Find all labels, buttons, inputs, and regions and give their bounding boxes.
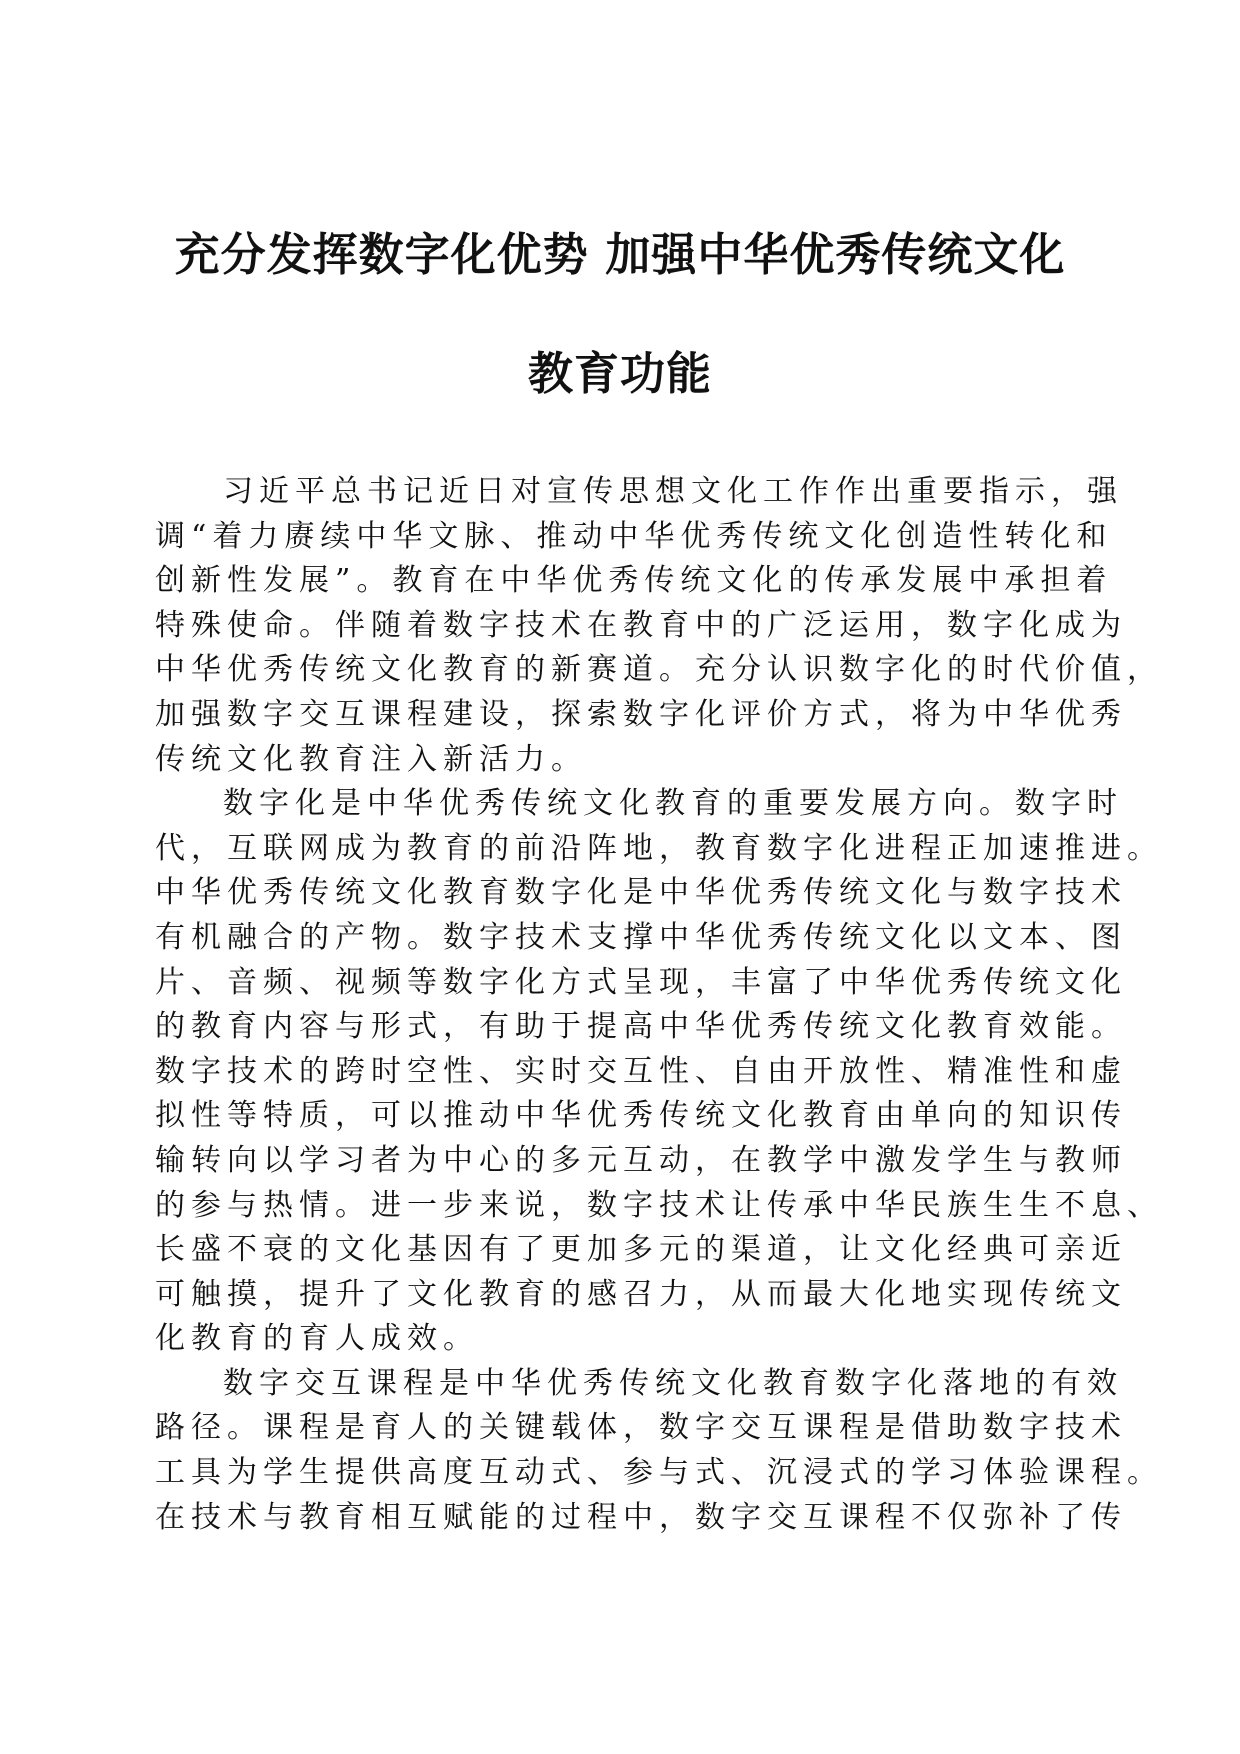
text-line: 传统文化教育注入新活力。 [155,741,587,777]
text-line: 的教育内容与形式，有助于提高中华优秀传统文化教育效能。 [155,1009,1127,1045]
text-line: 创新性发展”。教育在中华优秀传统文化的传承发展中承担着 [155,563,1113,599]
paragraph-2 [155,782,1163,1362]
paragraph-1 [155,470,1163,782]
document-title-line-2: 教育功能 [527,347,712,400]
text-line: 代，互联网成为教育的前沿阵地，教育数字化进程正加速推进。 [155,830,1163,866]
text-line: 路径。课程是育人的关键载体，数字交互课程是借助数字技术 [155,1410,1127,1446]
text-line: 拟性等特质，可以推动中华优秀传统文化教育由单向的知识传 [155,1098,1127,1134]
text-line: 输转向以学习者为中心的多元互动，在教学中激发学生与教师 [155,1142,1127,1178]
text-line: 特殊使命。伴随着数字技术在教育中的广泛运用，数字化成为 [155,607,1127,643]
text-line: 数字化是中华优秀传统文化教育的重要发展方向。数字时 [223,786,1123,822]
text-line: 习近平总书记近日对宣传思想文化工作作出重要指示，强 [223,474,1123,509]
text-line: 有机融合的产物。数字技术支撑中华优秀传统文化以文本、图 [155,919,1127,955]
text-line: 化教育的育人成效。 [155,1321,479,1357]
text-line: 中华优秀传统文化教育数字化是中华优秀传统文化与数字技术 [155,875,1127,911]
text-line: 长盛不衰的文化基因有了更加多元的渠道，让文化经典可亲近 [155,1232,1127,1268]
text-line: 工具为学生提供高度互动式、参与式、沉浸式的学习体验课程。 [155,1455,1163,1491]
text-line: 的参与热情。进一步来说，数字技术让传承中华民族生生不息、 [155,1187,1163,1223]
text-line: 数字交互课程是中华优秀传统文化教育数字化落地的有效 [223,1365,1123,1401]
paragraph-3 [155,1362,1163,1540]
text-line: 中华优秀传统文化教育的新赛道。充分认识数字化的时代价值， [155,652,1163,688]
text-line: 数字技术的跨时空性、实时交互性、自由开放性、精准性和虚 [155,1053,1127,1089]
text-line: 片、音频、视频等数字化方式呈现，丰富了中华优秀传统文化 [155,964,1127,1000]
document-body [155,470,1163,1540]
text-line: 可触摸，提升了文化教育的感召力，从而最大化地实现传统文 [155,1276,1127,1312]
text-line: 在技术与教育相互赋能的过程中，数字交互课程不仅弥补了传 [155,1499,1127,1535]
document-title-line-1: 充分发挥数字化优势 加强中华优秀传统文化 [174,228,1066,281]
text-line: 加强数字交互课程建设，探索数字化评价方式，将为中华优秀 [155,696,1127,732]
text-line: 调“着力赓续中华文脉、推动中华优秀传统文化创造性转化和 [155,518,1113,554]
